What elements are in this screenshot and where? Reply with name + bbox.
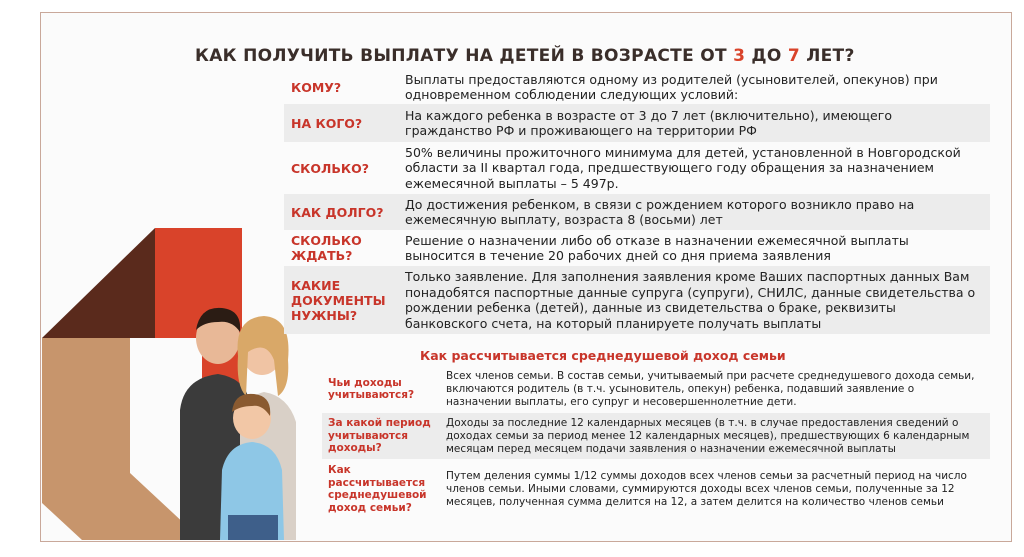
question-label: КАК ДОЛГО? — [291, 204, 384, 220]
answer-text: Всех членов семьи. В состав семьи, учитываемый при расчете среднедушевого дохода семьи, включаются родитель (в т.ч. усыновитель, опекун) ребенка, подавший заявление о назначении выплаты, его супруг и несовершеннолетние дети. — [446, 369, 975, 408]
info-row-how-long — [284, 194, 990, 230]
answer-text: До достижения ребенком, в связи с рождением которого возникло право на ежемесячную выплату, возраста 8 (восьми) лет — [405, 196, 915, 227]
family-photo — [170, 300, 330, 540]
income-row-whose — [322, 365, 990, 413]
question-label: КОМУ? — [291, 79, 342, 95]
answer-text: 50% величины прожиточного минимума для детей, установленной в Новгородской области за II квартал года, предшествующего году обращения за назначением ежемесячной выплаты – 5 497р. — [405, 144, 961, 191]
answer-text: На каждого ребенка в возрасте от 3 до 7 лет (включительно), имеющего гражданство РФ и проживающего на территории РФ — [405, 107, 892, 138]
page-title: КАК ПОЛУЧИТЬ ВЫПЛАТУ НА ДЕТЕЙ В ВОЗРАСТЕ ОТ 3 ДО 7 ЛЕТ? — [195, 46, 855, 66]
question-label: Чьи доходы учитываются? — [328, 376, 415, 401]
answer-text: Доходы за последние 12 календарных месяцев (в т.ч. в случае предоставления сведений о доходах семьи за период менее 12 календарных месяцев), предшествующих 6 календарным месяцам перед месяцем подачи заявления о назначении ежемесячной выплаты — [446, 416, 970, 455]
question-label: Как рассчитывается среднедушевой доход семьи? — [328, 464, 427, 514]
info-table — [284, 70, 990, 334]
answer-text: Решение о назначении либо об отказе в назначении ежемесячной выплаты выносится в течение 20 рабочих дней со дня приема заявления — [405, 232, 909, 263]
section-subtitle: Как рассчитывается среднедушевой доход семьи — [420, 348, 786, 363]
info-row-how-much — [284, 142, 990, 194]
info-row-whom — [284, 70, 990, 104]
answer-text: Путем деления суммы 1/12 суммы доходов всех членов семьи за расчетный период на число членов семьи. Иными словами, суммируются доходы всех членов семьи, полученные за 12 месяцев, полученная сумма делится на 12, а затем делится на количество членов семьи — [446, 469, 967, 508]
answer-text: Выплаты предоставляются одному из родителей (усыновителей, опекунов) при одновременном соблюдении следующих условий: — [405, 71, 938, 102]
question-label: За какой период учитываются доходы? — [328, 417, 431, 455]
question-label: КАКИЕ ДОКУМЕНТЫ НУЖНЫ? — [291, 277, 386, 323]
question-label: СКОЛЬКО ЖДАТЬ? — [291, 233, 362, 263]
info-row-for-whom — [284, 104, 990, 142]
income-table — [322, 365, 990, 519]
income-row-period — [322, 413, 990, 459]
income-row-calculation — [322, 459, 990, 519]
info-row-wait — [284, 230, 990, 266]
question-label: СКОЛЬКО? — [291, 160, 370, 176]
answer-text: Только заявление. Для заполнения заявления кроме Ваших паспортных данных Вам понадобятся паспортные данные супруга (супруги), СНИЛС, данные свидетельства о рождении ребенка (детей), данные из свидетельства о браке, реквизиты банковского счета, на который планируете получать выплаты — [405, 269, 976, 331]
question-label: НА КОГО? — [291, 115, 363, 131]
info-row-documents — [284, 266, 990, 334]
